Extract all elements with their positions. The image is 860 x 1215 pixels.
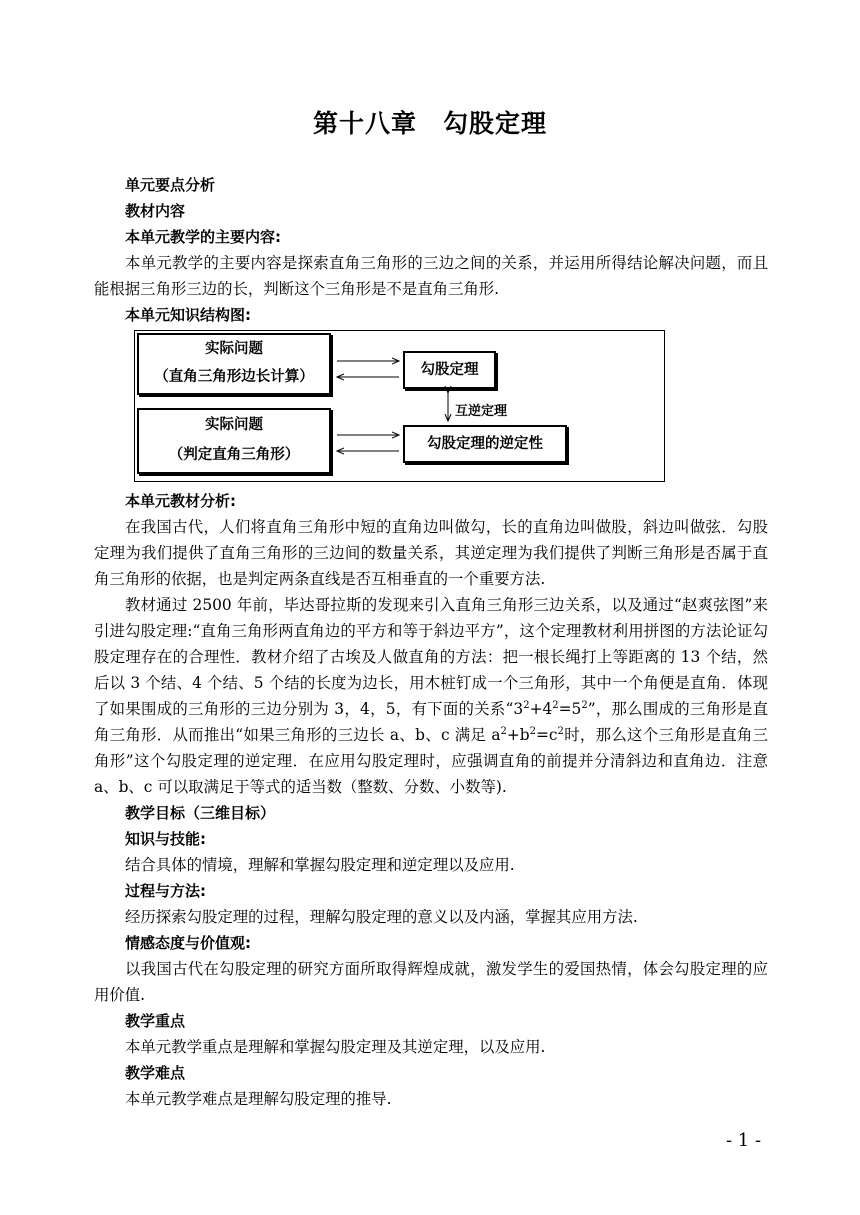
heading-structure: 本单元知识结构图:	[125, 306, 251, 324]
box-label: （判定直角三角形）	[168, 447, 300, 463]
box-label: 实际问题	[205, 341, 263, 357]
document-body	[94, 172, 768, 1112]
paragraph-attitude: 以我国古代在勾股定理的研究方面所取得辉煌成就，激发学生的爱国热情，体会勾股定理的应用价值.	[94, 960, 768, 1004]
heading-main-content: 本单元教学的主要内容:	[125, 228, 281, 246]
page-number: - 1 -	[726, 1130, 762, 1151]
paragraph-analysis-1: 在我国古代，人们将直角三角形中短的直角边叫做勾，长的直角边叫做股，斜边叫做弦．勾股定理为我们提供了直角三角形的三边间的数量关系，其逆定理为我们提供了判断三角形是否属于直角三角形的依据，也是判定两条直线是否互相垂直的一个重要方法.	[94, 518, 768, 588]
heading-attitude: 情感态度与价值观:	[125, 934, 251, 952]
paragraph-analysis-2: 教材通过 2500 年前，毕达哥拉斯的发现来引入直角三角形三边关系，以及通过“赵爽弦图”来引进勾股定理:“直角三角形两直角边的平方和等于斜边平方”，这个定理教材利用拼图的方法论证勾股定理存在的合理性．教材介绍了古埃及人做直角的方法：把一根长绳打上等距离的 13 个结，然后以 3 个结、4 个结、5 个结的长度为边长，用木桩钉成一个三角形，其中一个角便是直角．体现了如果围成的三角形的三边分别为 3，4，5，有下面的关系“$3^2+4^2=5^2$”，那么围成的三角形是直角三角形．从而推出“如果三角形的三边长 a、b、c 满足 $a^2+b^2=c^2$时，那么这个三角形是直角三角形”这个勾股定理的逆定理．在应用勾股定理时，应强调直角的前提并分清斜边和直角边．注意 a、b、c 可以取满足于等式的适当数（整数、分数、小数等).	[94, 596, 768, 796]
heading-knowledge: 知识与技能:	[125, 830, 206, 848]
paragraph-main-content: 本单元教学的主要内容是探索直角三角形的三边之间的关系，并运用所得结论解决问题，而且能根据三角形三边的长，判断这个三角形是不是直角三角形.	[94, 254, 768, 298]
diagram-box-converse: 勾股定理的逆定性	[403, 425, 567, 463]
heading-goals: 教学目标（三维目标）	[125, 804, 276, 822]
knowledge-structure-diagram	[94, 330, 768, 484]
box-label: （直角三角形边长计算）	[154, 369, 314, 385]
page-title: 第十八章 勾股定理	[312, 109, 547, 138]
heading-material-analysis: 本单元教材分析:	[125, 492, 236, 510]
box-label: 实际问题	[205, 417, 263, 433]
heading-unit-analysis: 单元要点分析	[125, 176, 216, 194]
paragraph-key-points: 本单元教学重点是理解和掌握勾股定理及其逆定理，以及应用.	[125, 1038, 546, 1056]
paragraph-difficulties: 本单元教学难点是理解勾股定理的推导.	[125, 1090, 392, 1108]
paragraph-knowledge: 结合具体的情境，理解和掌握勾股定理和逆定理以及应用.	[125, 856, 515, 874]
heading-difficulties: 教学难点	[125, 1064, 186, 1082]
paragraph-process: 经历探索勾股定理的过程，理解勾股定理的意义以及内涵，掌握其应用方法.	[125, 908, 638, 926]
diagram-mid-label: 互逆定理	[455, 404, 508, 419]
diagram-box-pythagorean: 勾股定理	[403, 351, 496, 389]
heading-process: 过程与方法:	[125, 882, 206, 900]
heading-material-content: 教材内容	[125, 202, 186, 220]
diagram-arrows	[94, 330, 768, 484]
heading-key-points: 教学重点	[125, 1012, 186, 1030]
